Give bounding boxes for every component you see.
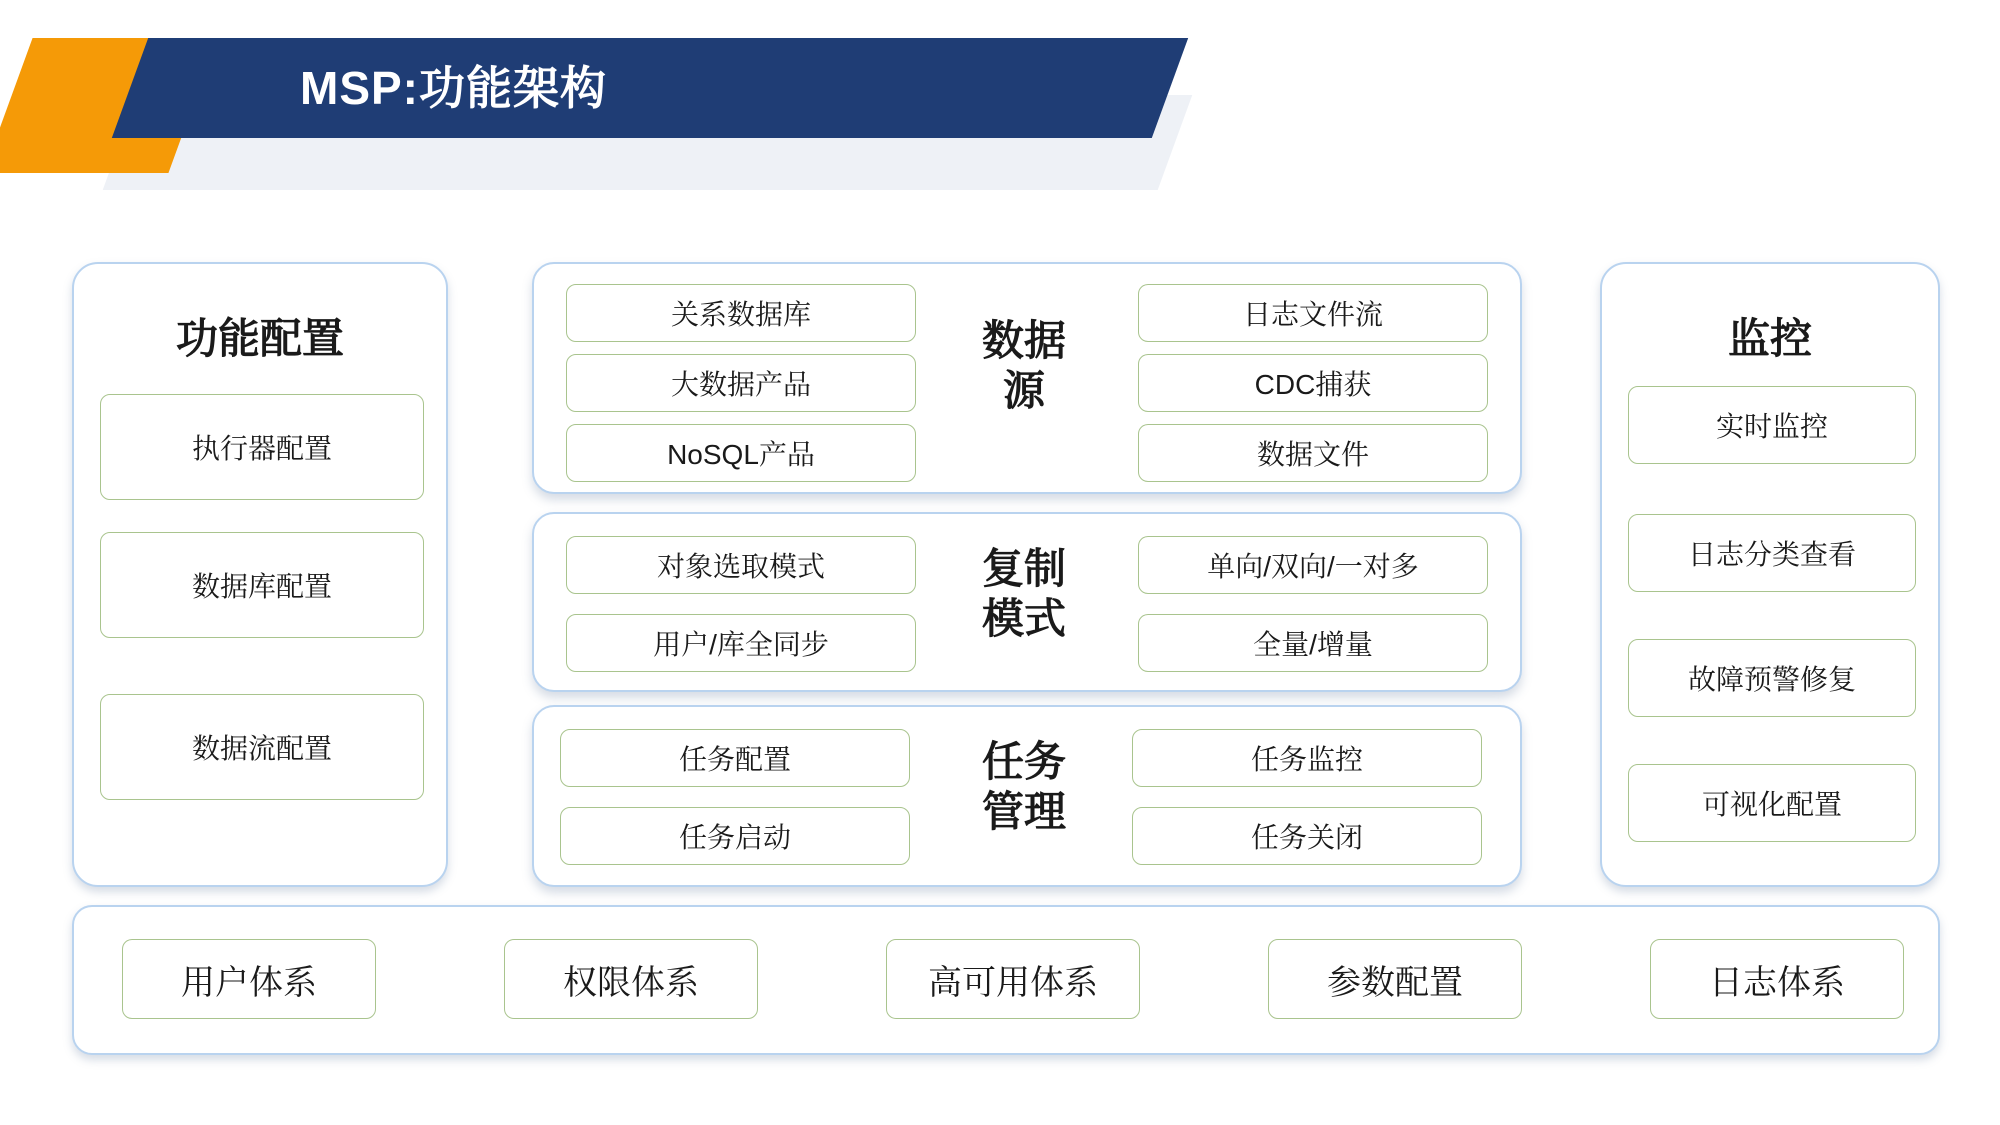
panel-task-management xyxy=(532,705,1522,887)
item-object-selection-mode-label: 对象选取模式 xyxy=(656,551,825,582)
item-visual-config-label: 可视化配置 xyxy=(1701,789,1842,820)
item-relational-database-label: 关系数据库 xyxy=(670,299,811,330)
item-task-stop-label: 任务关闭 xyxy=(1250,822,1363,853)
item-user-db-full-sync[interactable] xyxy=(566,614,916,672)
item-executor-config[interactable] xyxy=(100,394,424,500)
item-fault-warning-repair[interactable] xyxy=(1628,639,1916,717)
item-log-classification-view-label: 日志分类查看 xyxy=(1687,539,1856,570)
panel-replication-mode-title-line1: 复制 xyxy=(981,545,1066,592)
item-task-monitor-label: 任务监控 xyxy=(1250,744,1363,775)
item-task-start[interactable] xyxy=(560,807,910,865)
item-full-incremental-label: 全量/增量 xyxy=(1253,629,1373,660)
item-bigdata-product[interactable] xyxy=(566,354,916,412)
item-user-system[interactable] xyxy=(122,939,376,1019)
item-data-file[interactable] xyxy=(1138,424,1488,482)
item-realtime-monitor-label: 实时监控 xyxy=(1715,411,1828,442)
item-relational-database[interactable] xyxy=(566,284,916,342)
item-database-config[interactable] xyxy=(100,532,424,638)
item-task-monitor[interactable] xyxy=(1132,729,1482,787)
item-one-way-two-way-one-to-many[interactable] xyxy=(1138,536,1488,594)
panel-data-source xyxy=(532,262,1522,494)
item-cdc-capture[interactable] xyxy=(1138,354,1488,412)
item-task-config-label: 任务配置 xyxy=(678,744,791,775)
panel-replication-mode-title-line2: 模式 xyxy=(981,595,1066,642)
panel-monitoring-title: 监控 xyxy=(1727,315,1812,362)
item-fault-warning-repair-label: 故障预警修复 xyxy=(1687,664,1856,695)
item-user-system-label: 用户体系 xyxy=(181,963,317,1002)
item-full-incremental[interactable] xyxy=(1138,614,1488,672)
item-data-file-label: 数据文件 xyxy=(1256,439,1369,470)
panel-foundation-services xyxy=(72,905,1940,1055)
item-high-availability-system-label: 高可用体系 xyxy=(928,963,1098,1002)
header-banner xyxy=(0,0,1200,230)
item-object-selection-mode[interactable] xyxy=(566,536,916,594)
item-datastream-config[interactable] xyxy=(100,694,424,800)
item-datastream-config-label: 数据流配置 xyxy=(191,733,332,764)
panel-function-config-title: 功能配置 xyxy=(175,315,344,362)
item-bigdata-product-label: 大数据产品 xyxy=(670,369,811,400)
item-one-way-two-way-one-to-many-label: 单向/双向/一对多 xyxy=(1207,551,1419,582)
panel-function-config xyxy=(72,262,448,887)
item-task-config[interactable] xyxy=(560,729,910,787)
item-permission-system-label: 权限体系 xyxy=(563,963,699,1002)
panel-replication-mode xyxy=(532,512,1522,692)
panel-replication-mode-title xyxy=(924,544,1124,644)
item-parameter-config-label: 参数配置 xyxy=(1327,963,1463,1002)
item-cdc-capture-label: CDC捕获 xyxy=(1254,369,1372,400)
item-log-system[interactable] xyxy=(1650,939,1904,1019)
item-task-start-label: 任务启动 xyxy=(678,822,791,853)
page-title: MSP:功能架构 xyxy=(300,62,607,114)
item-nosql-product-label: NoSQL产品 xyxy=(667,439,815,470)
item-log-classification-view[interactable] xyxy=(1628,514,1916,592)
item-high-availability-system[interactable] xyxy=(886,939,1140,1019)
item-user-db-full-sync-label: 用户/库全同步 xyxy=(653,629,829,660)
panel-task-management-title-line1: 任务 xyxy=(981,738,1066,785)
item-executor-config-label: 执行器配置 xyxy=(191,433,332,464)
item-realtime-monitor[interactable] xyxy=(1628,386,1916,464)
panel-data-source-title xyxy=(924,316,1124,416)
item-visual-config[interactable] xyxy=(1628,764,1916,842)
item-parameter-config[interactable] xyxy=(1268,939,1522,1019)
panel-data-source-title-line2: 源 xyxy=(1002,367,1045,414)
panel-data-source-title-line1: 数据 xyxy=(981,317,1066,364)
banner-blue-shape xyxy=(112,38,1188,138)
item-task-stop[interactable] xyxy=(1132,807,1482,865)
item-log-file-stream[interactable] xyxy=(1138,284,1488,342)
panel-task-management-title xyxy=(919,737,1129,837)
item-permission-system[interactable] xyxy=(504,939,758,1019)
panel-monitoring xyxy=(1600,262,1940,887)
item-log-system-label: 日志体系 xyxy=(1709,963,1845,1002)
panel-task-management-title-line2: 管理 xyxy=(981,788,1066,835)
item-database-config-label: 数据库配置 xyxy=(191,571,332,602)
item-nosql-product[interactable] xyxy=(566,424,916,482)
item-log-file-stream-label: 日志文件流 xyxy=(1242,299,1383,330)
